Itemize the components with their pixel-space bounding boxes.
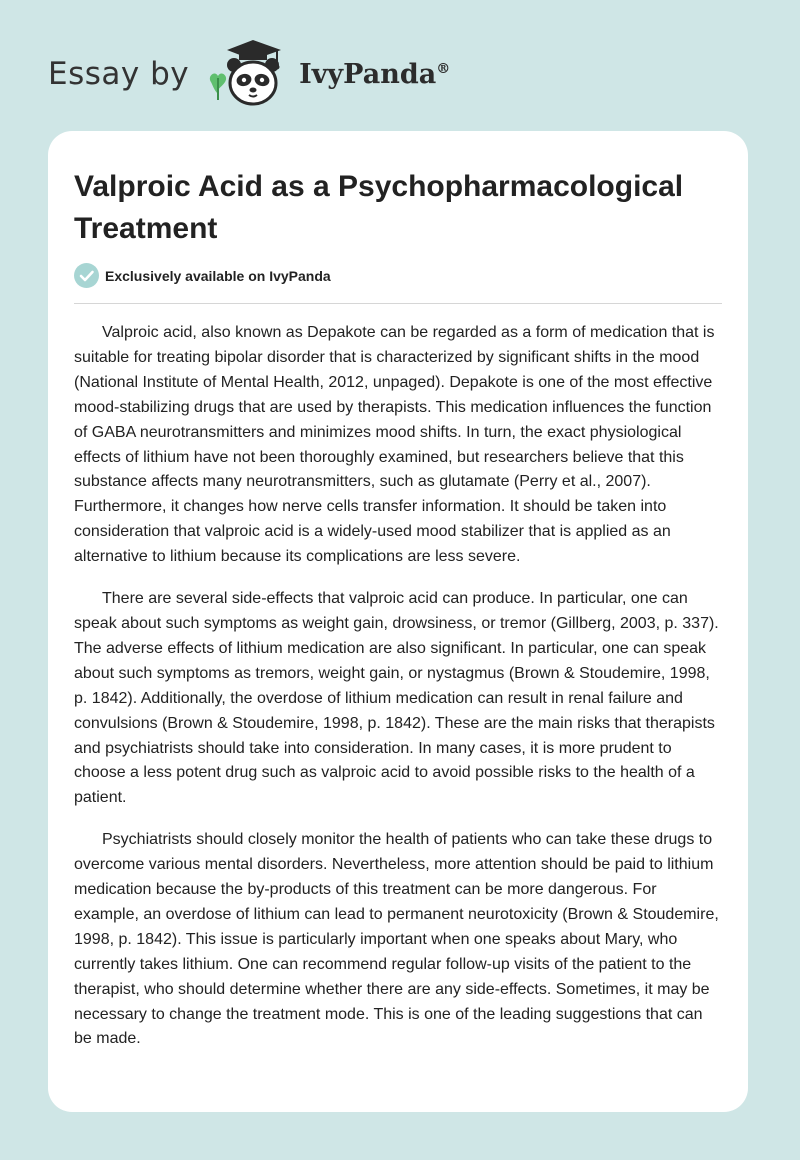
brand-name-text: IvyPanda bbox=[299, 58, 437, 90]
exclusive-badge-text: Exclusively available on IvyPanda bbox=[105, 267, 331, 284]
checkmark-circle-icon bbox=[74, 263, 99, 288]
paragraph: There are several side-effects that valproic acid can produce. In particular, one can speak about such symptoms as weight gain, drowsiness, or tremor (Gillberg, 2003, p. 337). The adverse effects of lithium medication are also significant. In particular, one can speak about such symptoms as tremors, weight gain, or nystagmus (Brown & Stoudemire, 1998, p. 1842). Additionally, the overdose of lithium medication can result in renal failure and convulsions (Brown & Stoudemire, 1998, p. 1842). These are the main risks that therapists and psychiatrists should take into consideration. In many cases, it is more prudent to choose a less potent drug such as valproic acid to avoid possible risks to the health of a patient. bbox=[74, 590, 719, 807]
exclusive-badge bbox=[74, 263, 331, 288]
paragraph: Psychiatrists should closely monitor the health of patients who can take these drugs to overcome various mental disorders. Nevertheless, more attention should be paid to lithium medication because the by-products of this treatment can be more dangerous. For example, an overdose of lithium can lead to permanent neurotoxicity (Brown & Stoudemire, 1998, p. 1842). This issue is particularly important when one speaks about Mary, who currently takes lithium. One can recommend regular follow-up visits of the patient to the therapist, who should determine whether there are any side-effects. Sometimes, it may be necessary to change the treatment mode. This is one of the leading suggestions that can be made. bbox=[74, 831, 719, 1048]
registered-mark: ® bbox=[436, 60, 451, 77]
paragraph: Valproic acid, also known as Depakote can be regarded as a form of medication that is suitable for treating bipolar disorder that is characterized by significant shifts in the mood (National Institute of Mental Health, 2012, unpaged). Depakote is one of the most effective mood-stabilizing drugs that are used by therapists. This medication influences the function of GABA neurotransmitters and minimizes mood shifts. In turn, the exact physiological effects of lithium have not been thoroughly examined, but researchers believe that this substance affects many neurotransmitters, such as glutamate (Perry et al., 2007). Furthermore, it changes how nerve cells transfer information. It should be taken into consideration that valproic acid is a widely-used mood stabilizer that is applied as an alternative to lithium because its complications are less severe. bbox=[74, 324, 715, 566]
site-header bbox=[48, 36, 450, 112]
brand-prefix: Essay by bbox=[48, 56, 190, 92]
divider bbox=[74, 303, 722, 304]
panda-logo-icon[interactable] bbox=[205, 36, 297, 112]
essay-title: Valproic Acid as a Psychopharmacological Treatment bbox=[74, 170, 684, 245]
brand-name[interactable] bbox=[299, 59, 450, 90]
essay-card bbox=[48, 131, 748, 1112]
essay-body bbox=[74, 321, 724, 1069]
